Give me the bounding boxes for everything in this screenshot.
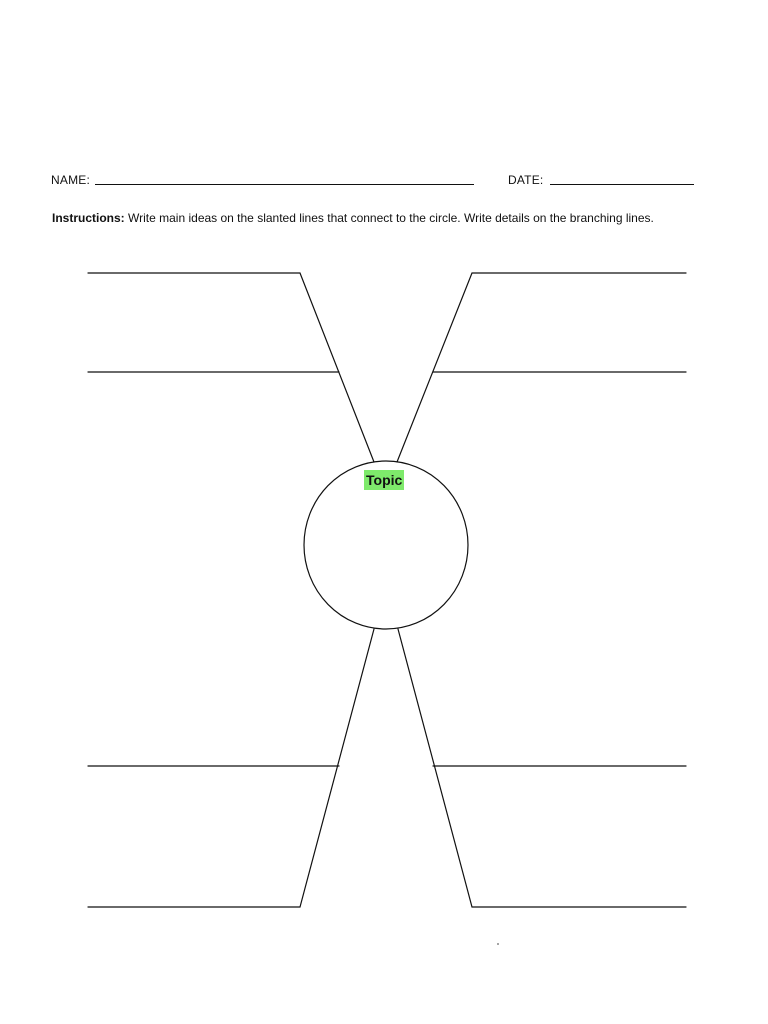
instructions-label: Instructions: [52, 211, 125, 225]
lower-left-main-idea-line[interactable] [88, 629, 374, 907]
upper-left-main-idea-line[interactable] [88, 273, 374, 462]
lower-right-main-idea-line[interactable] [398, 629, 686, 907]
topic-label: Topic [366, 472, 403, 488]
stray-mark [497, 943, 499, 945]
upper-right-main-idea-line[interactable] [397, 273, 686, 462]
name-label: NAME: [51, 173, 91, 187]
date-label: DATE: [508, 173, 544, 187]
instructions-text: Write main ideas on the slanted lines that connect to the circle. Write details on the branching lines. [128, 211, 654, 225]
